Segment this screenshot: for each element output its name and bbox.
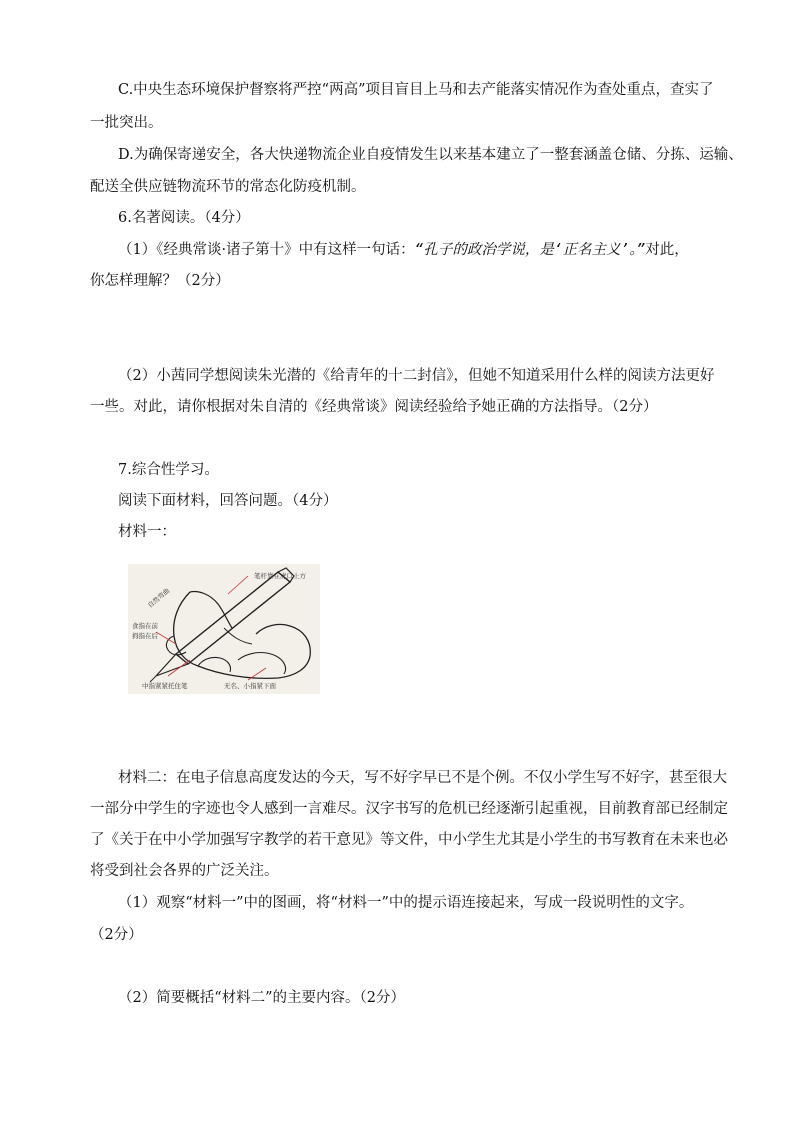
label-thumb-behind: 拇指在后 bbox=[132, 632, 158, 640]
option-c-line1: C.中央生态环境保护督察将严控“两高”项目盲目上马和去产能落实情况作为查处重点，查实了 bbox=[118, 82, 714, 98]
question-7-title: 7.综合性学习。 bbox=[118, 462, 219, 478]
label-natural-bend: 自然弯曲 bbox=[146, 586, 172, 610]
label-middle-finger: 中指紧紧托住笔 bbox=[142, 682, 188, 690]
question-6-1-lead: （1）《经典常谈·诸子第十》中有这样一句话： bbox=[118, 242, 415, 258]
option-c-line2: 一批突出。 bbox=[90, 115, 163, 131]
question-6-2-line1: （2）小茜同学想阅读朱光潜的《给青年的十二封信》，但她不知道采用什么样的阅读方法更好 bbox=[118, 368, 715, 384]
question-6-2-line2: 一些。对此，请你根据对朱自清的《经典常谈》阅读经验给予她正确的方法指导。（2分） bbox=[90, 399, 658, 415]
label-pen-position: 笔杆靠在虎口上方 bbox=[254, 572, 306, 580]
material-2-line2: 一部分中学生的字迹也令人感到一言难尽。汉字书写的危机已经逐渐引起重视，目前教育部已经制定 bbox=[90, 801, 728, 817]
question-6-1-tail: 对此， bbox=[645, 242, 689, 258]
question-6-1-line1 bbox=[118, 240, 689, 260]
material-2-line1: 材料二：在电子信息高度发达的今天，写不好字早已不是个例。不仅小学生写不好字，甚至很大 bbox=[118, 770, 727, 786]
question-7-1-line1: （1）观察“材料一”中的图画，将“材料一”中的提示语连接起来，写成一段说明性的文字。 bbox=[118, 895, 694, 911]
question-7-instruction: 阅读下面材料，回答问题。（4分） bbox=[118, 493, 338, 509]
material-1-title: 材料一： bbox=[118, 524, 176, 540]
material-2-line4: 将受到社会各界的广泛关注。 bbox=[90, 863, 279, 879]
option-d-line1: D.为确保寄递安全，各大快递物流企业自疫情发生以来基本建立了一整套涵盖仓储、分拣、运输、 bbox=[118, 147, 743, 163]
question-6-1-quote: “孔子的政治学说，是‘正名主义’。” bbox=[414, 242, 646, 258]
question-6-title: 6.名著阅读。（4分） bbox=[118, 210, 250, 226]
material-2-line3: 了《关于在中小学加强写字教学的若干意见》等文件，中小学生尤其是小学生的书写教育在未来也必 bbox=[90, 832, 728, 848]
pen-grip-figure bbox=[128, 564, 320, 694]
option-d-line2: 配送全供应链物流环节的常态化防疫机制。 bbox=[90, 179, 366, 195]
label-index-front: 食指在前 bbox=[132, 622, 158, 630]
label-ring-little-finger: 无名、小指紧下面 bbox=[224, 682, 276, 690]
question-6-1-line2: 你怎样理解？（2分） bbox=[90, 273, 230, 289]
question-7-1-line2: （2分） bbox=[90, 927, 143, 943]
question-7-2: （2）简要概括“材料二”的主要内容。（2分） bbox=[118, 990, 406, 1006]
pen-grip-illustration bbox=[128, 564, 320, 694]
